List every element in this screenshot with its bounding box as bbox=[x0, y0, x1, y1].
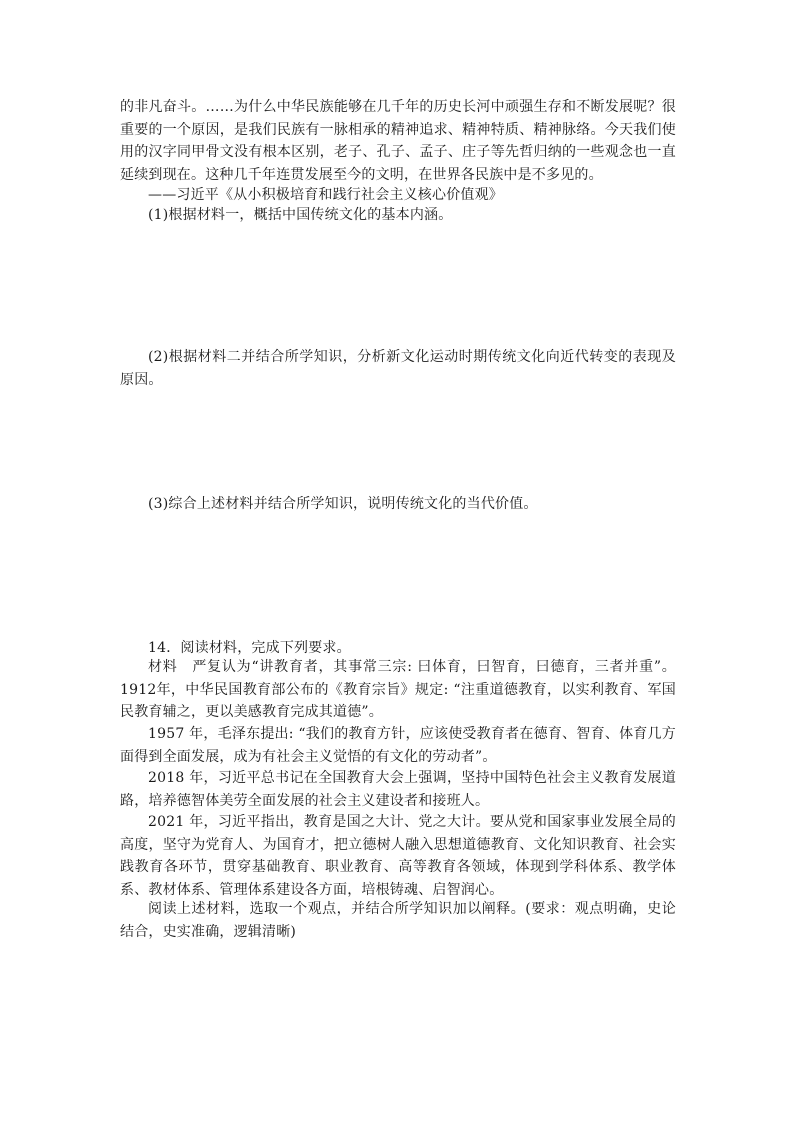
material-two-source: ——习近平《从小积极培育和践行社会主义核心价值观》 bbox=[148, 187, 503, 203]
question-14-material-paragraph-4: 2021 年，习近平指出，教育是国之大计、党之大计。要从党和国家事业发展全局的高度，坚守为党育人、为国育才，把立德树人融入思想道德教育、文化知识教育、社会实践教育各环节，贯穿基础教育、职业教育、高等教育各领域，体现到学科体系、教学体系、教材体系、管理体系建设各方面，培根铸魂、启智润心。 bbox=[120, 814, 676, 898]
question-14-heading: 14．阅读材料，完成下列要求。 bbox=[148, 640, 351, 656]
question-13-part-2: (2)根据材料二并结合所学知识，分析新文化运动时期传统文化向近代转变的表现及原因。 bbox=[120, 349, 676, 388]
question-14-material-paragraph-3: 2018 年，习近平总书记在全国教育大会上强调，坚持中国特色社会主义教育发展道路，培养德智体美劳全面发展的社会主义建设者和接班人。 bbox=[120, 770, 676, 809]
material-two-paragraph: 的非凡奋斗。……为什么中华民族能够在几千年的历史长河中顽强生存和不断发展呢？很重要的一个原因，是我们民族有一脉相承的精神追求、精神特质、精神脉络。今天我们使用的汉字同甲骨文没有根本区别，老子、孔子、孟子、庄子等先哲归纳的一些观念也一直延续到现在。这种几千年连贯发展至今的文明，在世界各民族中是不多见的。 bbox=[120, 99, 676, 183]
question-13-part-3: (3)综合上述材料并结合所学知识，说明传统文化的当代价值。 bbox=[148, 496, 538, 512]
question-13-part-1: (1)根据材料一，概括中国传统文化的基本内涵。 bbox=[148, 207, 453, 223]
question-14-material-paragraph-1: 材料 严复认为“讲教育者，其事常三宗: 曰体育，曰智育，曰德育，三者并重”。1912年，中华民国教育部公布的《教育宗旨》规定: “注重道德教育，以实利教育、军国民教育辅之，更以美感教育完成其道德”。 bbox=[120, 659, 676, 720]
question-14-task: 阅读上述材料，选取一个观点，并结合所学知识加以阐释。(要求：观点明确，史论结合，史实准确，逻辑清晰) bbox=[120, 901, 676, 940]
question-14-material-paragraph-2: 1957 年，毛泽东提出: “我们的教育方针，应该使受教育者在德育、智育、体育几方面得到全面发展，成为有社会主义觉悟的有文化的劳动者”。 bbox=[120, 726, 676, 765]
